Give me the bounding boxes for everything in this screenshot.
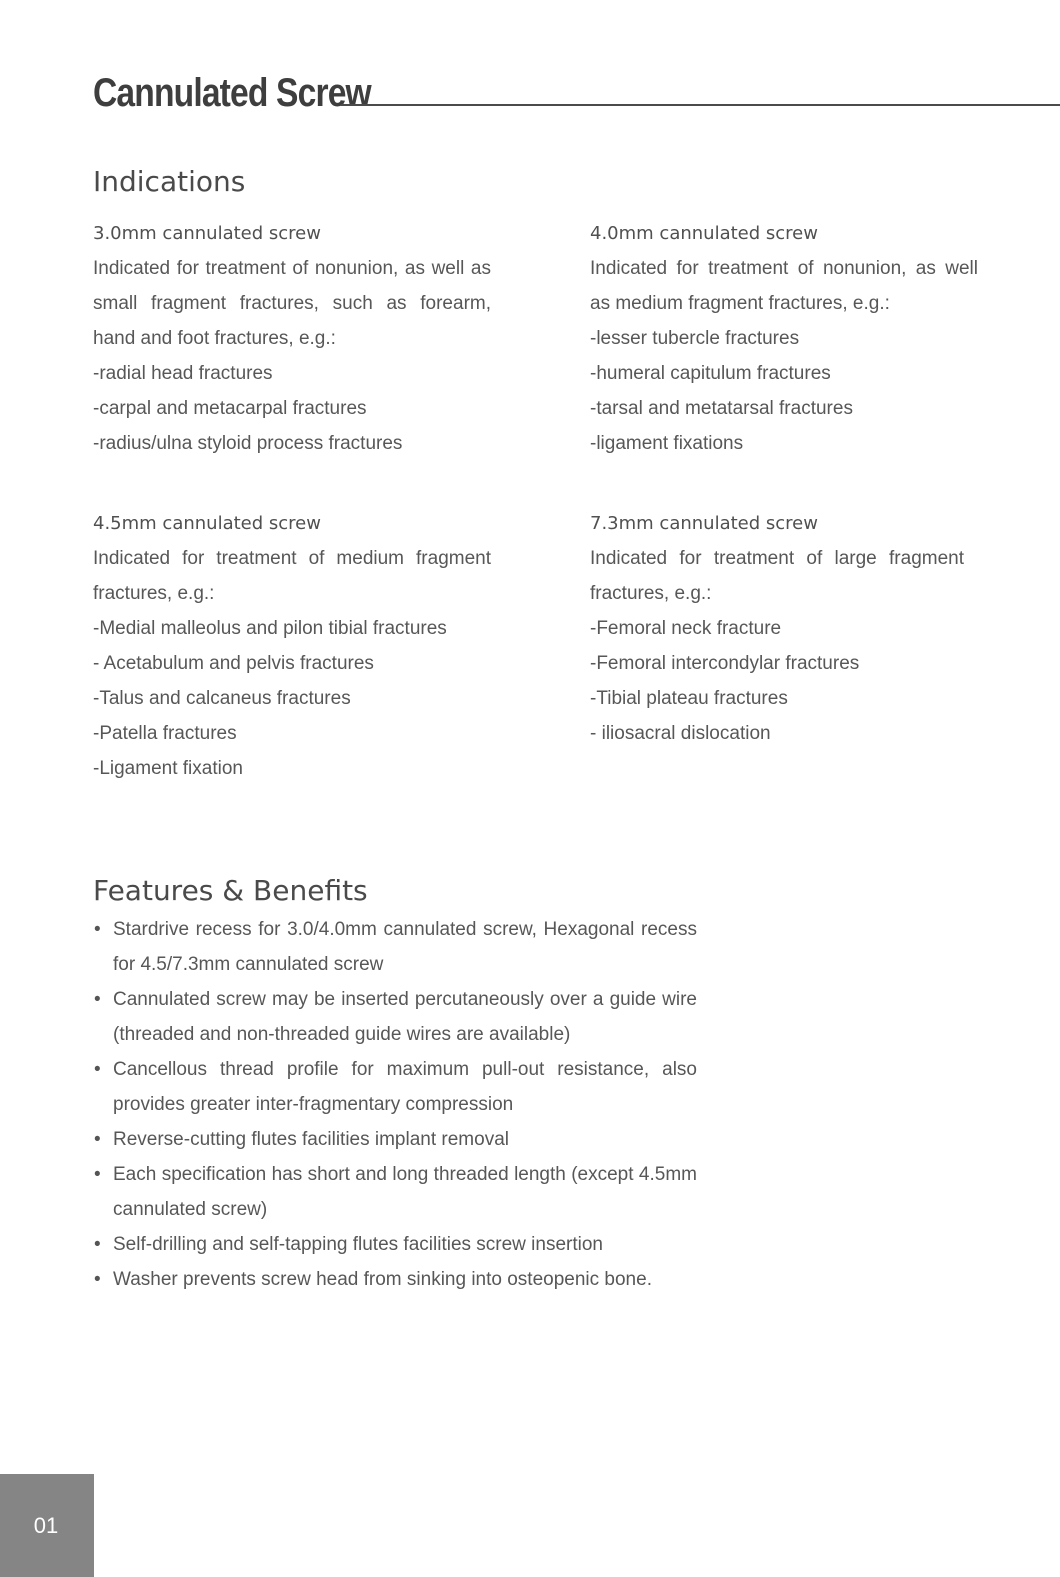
feature-item [93, 1157, 697, 1227]
page-number: 01 [33, 1512, 59, 1538]
list-item: -radial head fractures [93, 363, 273, 384]
list-item: -Femoral intercondylar fractures [590, 653, 860, 674]
indication-title: 3.0mm cannulated screw [93, 223, 321, 244]
feature-item [93, 982, 697, 1052]
feature-text: Washer prevents screw head from sinking into osteopenic bone. [113, 1269, 652, 1290]
list-item: -carpal and metacarpal fractures [93, 398, 367, 419]
list-item: -ligament fixations [590, 433, 744, 454]
feature-text: Stardrive recess for 3.0/4.0mm cannulated screw, Hexagonal recess for 4.5/7.3mm cannulated screw [113, 919, 697, 975]
indication-description: Indicated for treatment of medium fragment fractures, e.g.: [93, 548, 491, 604]
indication-description: Indicated for treatment of nonunion, as well as medium fragment fractures, e.g.: [590, 258, 978, 314]
feature-item [93, 912, 697, 982]
indication-title: 4.5mm cannulated screw [93, 513, 321, 534]
indication-block-3-0mm [93, 216, 493, 461]
bullet-icon: • [94, 919, 101, 940]
indication-list [590, 321, 990, 461]
bullet-icon: • [94, 1059, 101, 1080]
list-item: -humeral capitulum fractures [590, 363, 831, 384]
indication-title: 7.3mm cannulated screw [590, 513, 818, 534]
indication-description: Indicated for treatment of large fragment fractures, e.g.: [590, 548, 964, 604]
list-item: -Femoral neck fracture [590, 618, 782, 639]
list-item: - iliosacral dislocation [590, 723, 771, 744]
page-title: Cannulated Screw [93, 71, 371, 115]
features-list [93, 912, 697, 1297]
list-item: -Patella fractures [93, 723, 237, 744]
indication-block-4-0mm [590, 216, 990, 461]
feature-text: Reverse-cutting flutes facilities implant removal [113, 1129, 509, 1150]
bullet-icon: • [94, 1269, 101, 1290]
features-heading: Features & Benefits [93, 874, 368, 907]
indication-list [93, 611, 493, 786]
bullet-icon: • [94, 1129, 101, 1150]
title-row [93, 68, 1060, 118]
indication-list [93, 356, 493, 461]
indication-title: 4.0mm cannulated screw [590, 223, 818, 244]
bullet-icon: • [94, 1164, 101, 1185]
list-item: -Medial malleolus and pilon tibial fractures [93, 618, 447, 639]
indication-block-4-5mm [93, 506, 493, 786]
list-item: -Ligament fixation [93, 758, 243, 779]
feature-item [93, 1262, 697, 1297]
title-rule [341, 104, 1060, 106]
page-number-badge [0, 1474, 94, 1577]
list-item: -lesser tubercle fractures [590, 328, 800, 349]
list-item: -radius/ulna styloid process fractures [93, 433, 403, 454]
bullet-icon: • [94, 1234, 101, 1255]
feature-text: Self-drilling and self-tapping flutes facilities screw insertion [113, 1234, 604, 1255]
bullet-icon: • [94, 989, 101, 1010]
feature-item [93, 1122, 697, 1157]
indications-heading: Indications [93, 165, 246, 198]
feature-text: Cancellous thread profile for maximum pull-out resistance, also provides greater inter-fragmentary compression [113, 1059, 697, 1115]
indication-description: Indicated for treatment of nonunion, as well as small fragment fractures, such as forearm, hand and foot fractures, e.g.: [93, 258, 491, 349]
list-item: -Tibial plateau fractures [590, 688, 788, 709]
indication-list [590, 611, 990, 751]
list-item: -tarsal and metatarsal fractures [590, 398, 853, 419]
feature-text: Cannulated screw may be inserted percutaneously over a guide wire (threaded and non-threaded guide wires are available) [113, 989, 697, 1045]
indication-block-7-3mm [590, 506, 990, 751]
feature-item [93, 1227, 697, 1262]
list-item: -Talus and calcaneus fractures [93, 688, 351, 709]
feature-text: Each specification has short and long threaded length (except 4.5mm cannulated screw) [113, 1164, 697, 1220]
feature-item [93, 1052, 697, 1122]
list-item: - Acetabulum and pelvis fractures [93, 653, 374, 674]
